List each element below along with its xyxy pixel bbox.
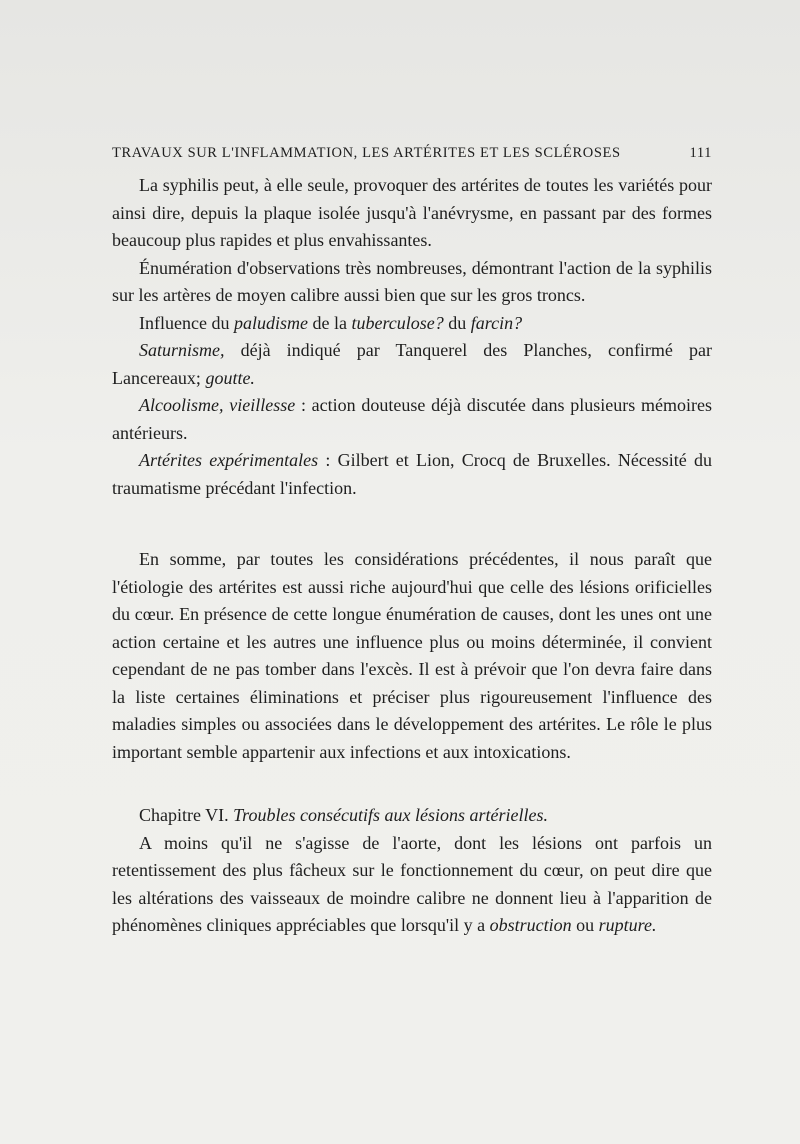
chapter-heading: Chapitre VI. Troubles consécutifs aux lésions artérielles. [139, 805, 548, 825]
running-head [112, 145, 712, 162]
paragraph-arterites-experimentales: Artérites expérimentales : Gilbert et Lion, Crocq de Bruxelles. Nécessité du traumatisme précédant l'infection. [112, 450, 713, 498]
paragraph-conclusion: En somme, par toutes les considérations précédentes, il nous paraît que l'étiologie des artérites est aussi riche aujourd'hui que celle des lésions orificielles du cœur. En présence de cette longue énumération de causes, dont les unes ont une action certaine et les autres une influence plus ou moins déterminée, il convient cependant de ne pas tomber dans l'excès. Il est à prévoir que l'on devra faire dans la liste certaines éliminations et préciser plus rigoureusement l'influence des maladies simples ou associées dans le développement des artérites. Le rôle le plus important semble appartenir aux infections et aux intoxications. [112, 549, 712, 762]
page-number: 111 [689, 145, 712, 161]
paragraph-troubles: A moins qu'il ne s'agisse de l'aorte, dont les lésions ont parfois un retentissement des plus fâcheux sur le fonctionnement du cœur, on peut dire que les altérations des vaisseaux de moindre calibre ne donnent lieu à l'apparition de phénomènes cliniques appréciables que lorsqu'il y a obstruction ou rupture. [112, 832, 712, 935]
body-text [112, 172, 712, 940]
paragraph-alcoolisme: Alcoolisme, vieillesse : action douteuse déjà discutée dans plusieurs mémoires antérieurs. [112, 395, 713, 443]
paragraph-saturnisme: Saturnisme, déjà indiqué par Tanquerel des Planches, confirmé par Lancereaux; goutte. [112, 340, 712, 388]
running-title: TRAVAUX SUR L'INFLAMMATION, LES ARTÉRITES ET LES SCLÉROSES [112, 145, 621, 161]
paragraph-enumeration: Énumération d'observations très nombreuses, démontrant l'action de la syphilis sur les artères de moyen calibre aussi bien que sur les gros troncs. [112, 257, 712, 305]
paragraph-syphilis: La syphilis peut, à elle seule, provoquer des artérites de toutes les variétés pour ainsi dire, depuis la plaque isolée jusqu'à l'anévrysme, en passant par des formes beaucoup plus rapides et plus envahissantes. [112, 175, 712, 250]
paragraph-influence: Influence du paludisme de la tuberculose? du farcin? [139, 312, 523, 333]
